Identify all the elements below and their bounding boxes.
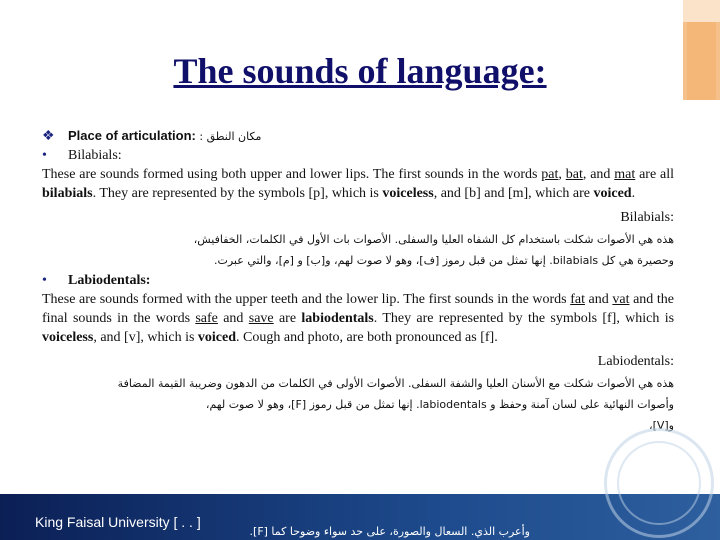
paragraph-segment: are xyxy=(273,311,302,326)
paragraph-segment: fat xyxy=(570,292,585,307)
seal-ring xyxy=(617,441,701,525)
dot-bullet-icon: • xyxy=(42,273,47,288)
slide-title: The sounds of language: xyxy=(173,51,547,91)
paragraph-segment: bilabials xyxy=(42,186,93,201)
paragraph-segment: pat xyxy=(541,167,559,182)
paragraph-segment: vat xyxy=(612,292,630,307)
footer-university: King Faisal University [ . . ] xyxy=(35,514,201,530)
university-seal-icon xyxy=(604,428,714,538)
labiodentals-row xyxy=(42,271,674,290)
paragraph-segment: . Cough and photo, are both pronounced as [f]. xyxy=(236,330,498,345)
bilabials-row: • Bilabials: xyxy=(42,148,122,163)
paragraph-segment: These are sounds formed using both upper and lower lips. The first sounds in the words xyxy=(42,167,542,182)
paragraph-segment: are all xyxy=(635,167,675,182)
bilabials-heading: Bilabials xyxy=(68,148,118,163)
labiodentals-heading: Labiodentals: xyxy=(68,273,151,288)
paragraph-segment: . They are represented by the symbols [f], which is xyxy=(373,311,675,326)
paragraph-segment: and the final sounds in the words xyxy=(42,292,674,326)
diamond-bullet-icon: ❖ xyxy=(42,129,55,144)
paragraph-segment: . xyxy=(631,186,636,201)
paragraph-segment: and xyxy=(217,311,249,326)
paragraph-segment: These are sounds formed with the upper teeth and the lower lip. The first sounds in the words xyxy=(42,292,571,307)
paragraph-segment: voiced xyxy=(593,186,632,201)
paragraph-segment: . They are represented by the symbols [p], which is xyxy=(92,186,383,201)
labiodentals-arabic-line-3: و[V]، xyxy=(649,419,674,432)
bilabials-arabic-label: Bilabials: xyxy=(620,210,674,225)
labiodentals-arabic-line-2: وأصوات النهائية على لسان آمنة وحفظ و labiodentals. إنها تمثل من قبل رموز [F]، وهو لا صوت لهم، xyxy=(205,398,674,411)
bilabials-paragraph xyxy=(42,165,674,203)
paragraph-segment: safe xyxy=(195,311,218,326)
paragraph-segment: voiced xyxy=(197,330,237,345)
paragraph-segment: and xyxy=(584,292,613,307)
bilabials-arabic-line-2: وحصيرة هي كل bilabials. إنها تمثل من قبل رموز [ف]، وهو لا صوت لهم، و[ب] و [م]، والتي عبرت. xyxy=(214,254,674,267)
slide-content xyxy=(42,126,674,436)
accent-notch xyxy=(683,0,720,22)
paragraph-segment: voiceless xyxy=(382,186,434,201)
labiodentals-paragraph xyxy=(42,290,674,347)
place-heading: Place of articulation: xyxy=(68,128,196,143)
paragraph-segment: , and xyxy=(582,167,615,182)
footer-arabic: وأعرب الذي. السعال والصورة، على حد سواء وضوحا كما [F]. xyxy=(249,525,530,538)
paragraph-segment: save xyxy=(248,311,274,326)
paragraph-segment: mat xyxy=(614,167,636,182)
paragraph-segment: voiceless xyxy=(42,330,94,345)
paragraph-segment: , and [b] and [m], which are xyxy=(433,186,594,201)
place-row xyxy=(42,126,674,146)
paragraph-segment: , xyxy=(558,167,566,182)
bilabials-arabic-line-1: هذه هي الأصوات شكلت باستخدام كل الشفاه العليا والسفلى. الأصوات بات الأول في الكلمات، الخفافيش، xyxy=(193,233,674,246)
paragraph-segment: labiodentals xyxy=(301,311,374,326)
labiodentals-arabic-line-1: هذه هي الأصوات شكلت مع الأسنان العليا والشفة السفلى. الأصوات الأولى في الكلمات من الدهون وضريبة القيمة المضافة xyxy=(117,377,674,390)
paragraph-segment: , and [v], which is xyxy=(93,330,198,345)
place-arabic: : مكان النطق xyxy=(199,130,262,143)
paragraph-segment: bat xyxy=(565,167,583,182)
dot-bullet-icon: • xyxy=(42,148,47,163)
labiodentals-arabic-label: Labiodentals: xyxy=(597,354,674,369)
